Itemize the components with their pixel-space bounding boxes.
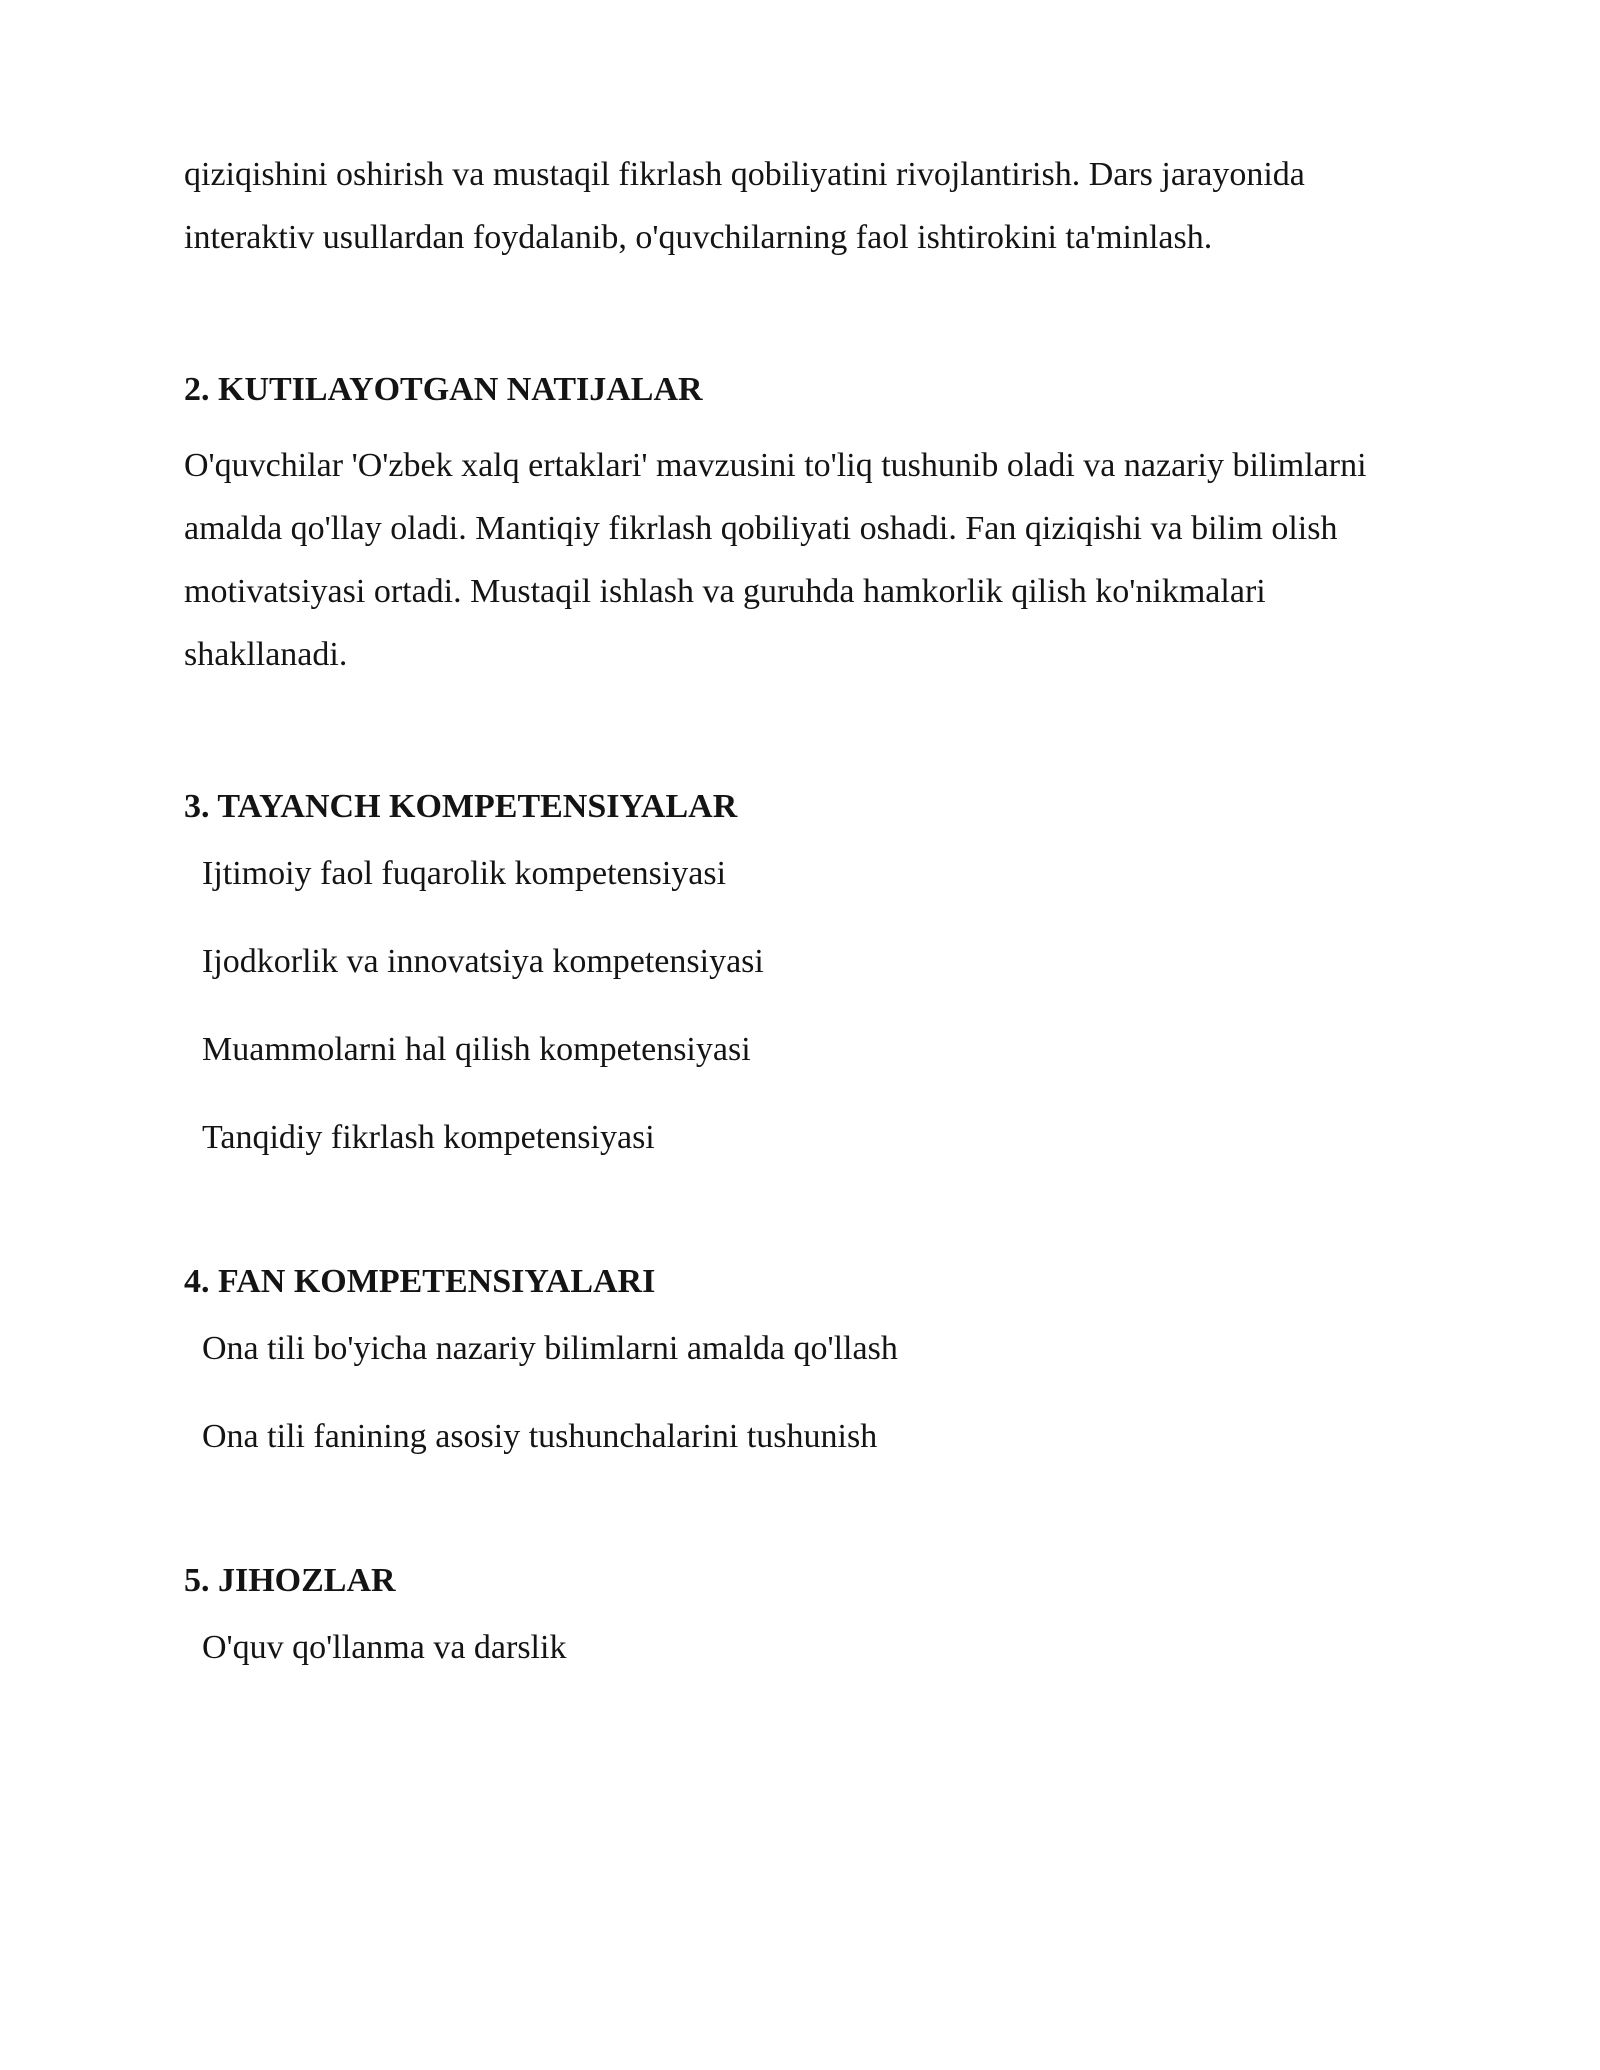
equipment-list bbox=[184, 1625, 1434, 1671]
section-equipment bbox=[184, 1558, 1434, 1671]
intro-paragraph: qiziqishini oshirish va mustaqil fikrlash qobiliyatini rivojlantirish. Dars jarayonida interaktiv usullardan foydalanib, o'quvchilarning faol ishtirokini ta'minlash. bbox=[184, 156, 1305, 256]
section-heading: 5. JIHOZLAR bbox=[184, 1562, 396, 1599]
section-spacer bbox=[184, 1460, 1434, 1558]
section-spacer bbox=[184, 1161, 1434, 1259]
list-item: Tanqidiy fikrlash kompetensiyasi bbox=[202, 1119, 655, 1156]
section-core-competencies bbox=[184, 784, 1434, 1161]
list-item: Ijtimoiy faol fuqarolik kompetensiyasi bbox=[202, 855, 727, 892]
section-heading: 2. KUTILAYOTGAN NATIJALAR bbox=[184, 371, 703, 408]
section-spacer bbox=[184, 269, 1434, 367]
section-heading: 4. FAN KOMPETENSIYALARI bbox=[184, 1263, 656, 1300]
list-item: Ona tili fanining asosiy tushunchalarini tushunish bbox=[202, 1418, 878, 1455]
section-spacer bbox=[184, 686, 1434, 784]
section-subject-competencies bbox=[184, 1259, 1434, 1460]
list-item: O'quv qo'llanma va darslik bbox=[202, 1629, 567, 1666]
section-heading: 3. TAYANCH KOMPETENSIYALAR bbox=[184, 788, 738, 825]
list-item: Muammolarni hal qilish kompetensiyasi bbox=[202, 1031, 751, 1068]
section-paragraph: O'quvchilar 'O'zbek xalq ertaklari' mavzusini to'liq tushunib oladi va nazariy bilimlarni amalda qo'llay oladi. Mantiqiy fikrlash qobiliyati oshadi. Fan qiziqishi va bilim olish motivatsiyasi ortadi. Mustaqil ishlash va guruhda hamkorlik qilish ko'nikmalari shakllanadi. bbox=[184, 447, 1367, 673]
competency-list bbox=[184, 1326, 1434, 1460]
competency-list bbox=[184, 851, 1434, 1161]
section-expected-results bbox=[184, 367, 1434, 686]
document-body bbox=[184, 143, 1434, 1671]
list-item: Ijodkorlik va innovatsiya kompetensiyasi bbox=[202, 943, 764, 980]
list-item: Ona tili bo'yicha nazariy bilimlarni amalda qo'llash bbox=[202, 1330, 898, 1367]
